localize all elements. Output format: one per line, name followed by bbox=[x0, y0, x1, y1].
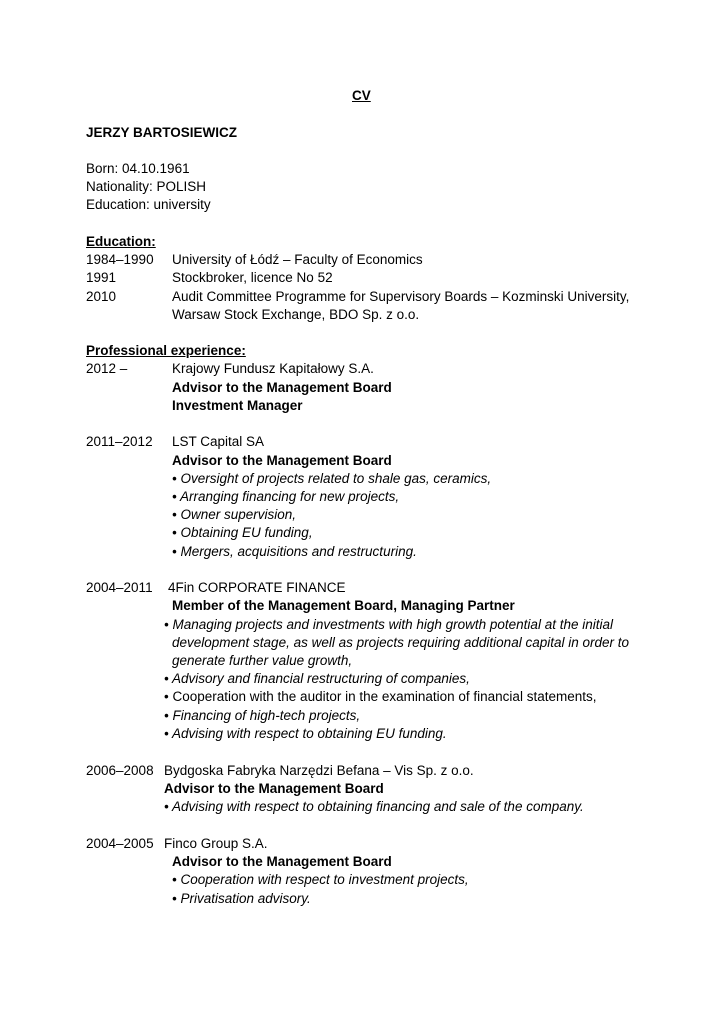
job-bullet: • Arranging financing for new projects, bbox=[172, 489, 400, 504]
job-bullet: • Mergers, acquisitions and restructuring. bbox=[172, 544, 417, 559]
job-bullet: • Owner supervision, bbox=[172, 507, 297, 522]
education-entry-continued: Warsaw Stock Exchange, BDO Sp. z o.o. bbox=[172, 307, 420, 322]
job-years: 2011–2012 bbox=[86, 434, 153, 449]
job-years: 2012 – bbox=[86, 361, 128, 376]
job-role: Member of the Management Board, Managing Partner bbox=[172, 598, 515, 613]
education-year: 2010 bbox=[86, 289, 117, 304]
job-years: 2006–2008 bbox=[86, 763, 154, 778]
job-bullet: • Managing projects and investments with high growth potential at the initial bbox=[164, 617, 613, 632]
education-year: 1984–1990 bbox=[86, 252, 154, 267]
job-years: 2004–2011 bbox=[86, 580, 153, 595]
education-level-line: Education: university bbox=[86, 197, 211, 212]
job-bullet: • Cooperation with the auditor in the examination of financial statements, bbox=[164, 689, 597, 704]
job-bullet: • Obtaining EU funding, bbox=[172, 525, 313, 540]
experience-heading: Professional experience: bbox=[86, 343, 246, 358]
job-bullet: • Advising with respect to obtaining EU funding. bbox=[164, 726, 447, 741]
document-title: CV bbox=[352, 88, 371, 103]
job-company: LST Capital SA bbox=[172, 434, 265, 449]
born-line: Born: 04.10.1961 bbox=[86, 161, 190, 176]
job-role: Advisor to the Management Board bbox=[172, 380, 392, 395]
education-year: 1991 bbox=[86, 270, 117, 285]
nationality-line: Nationality: POLISH bbox=[86, 179, 207, 194]
education-entry: University of Łódź – Faculty of Economics bbox=[172, 252, 423, 267]
job-bullet: • Oversight of projects related to shale gas, ceramics, bbox=[172, 471, 492, 486]
job-bullet-continued: development stage, as well as projects requiring additional capital in order to bbox=[172, 635, 630, 650]
job-company: Bydgoska Fabryka Narzędzi Befana – Vis Sp. z o.o. bbox=[164, 763, 474, 778]
job-company: Finco Group S.A. bbox=[164, 836, 268, 851]
job-years: 2004–2005 bbox=[86, 836, 154, 851]
person-name: JERZY BARTOSIEWICZ bbox=[86, 125, 238, 140]
job-role: Investment Manager bbox=[172, 398, 303, 413]
job-bullet: • Financing of high-tech projects, bbox=[164, 708, 361, 723]
job-company: 4Fin CORPORATE FINANCE bbox=[168, 580, 346, 595]
job-bullet: • Privatisation advisory. bbox=[172, 891, 311, 906]
job-role: Advisor to the Management Board bbox=[172, 854, 392, 869]
job-bullet: • Advisory and financial restructuring of companies, bbox=[164, 671, 470, 686]
job-company: Krajowy Fundusz Kapitałowy S.A. bbox=[172, 361, 374, 376]
job-bullet-continued: generate further value growth, bbox=[172, 653, 353, 668]
job-bullet: • Cooperation with respect to investment projects, bbox=[172, 872, 469, 887]
job-role: Advisor to the Management Board bbox=[172, 453, 392, 468]
education-entry: Stockbroker, licence No 52 bbox=[172, 270, 333, 285]
education-entry: Audit Committee Programme for Supervisory Boards – Kozminski University, bbox=[172, 289, 630, 304]
job-role: Advisor to the Management Board bbox=[164, 781, 384, 796]
job-bullet: • Advising with respect to obtaining financing and sale of the company. bbox=[164, 799, 584, 814]
education-heading: Education: bbox=[86, 234, 156, 249]
